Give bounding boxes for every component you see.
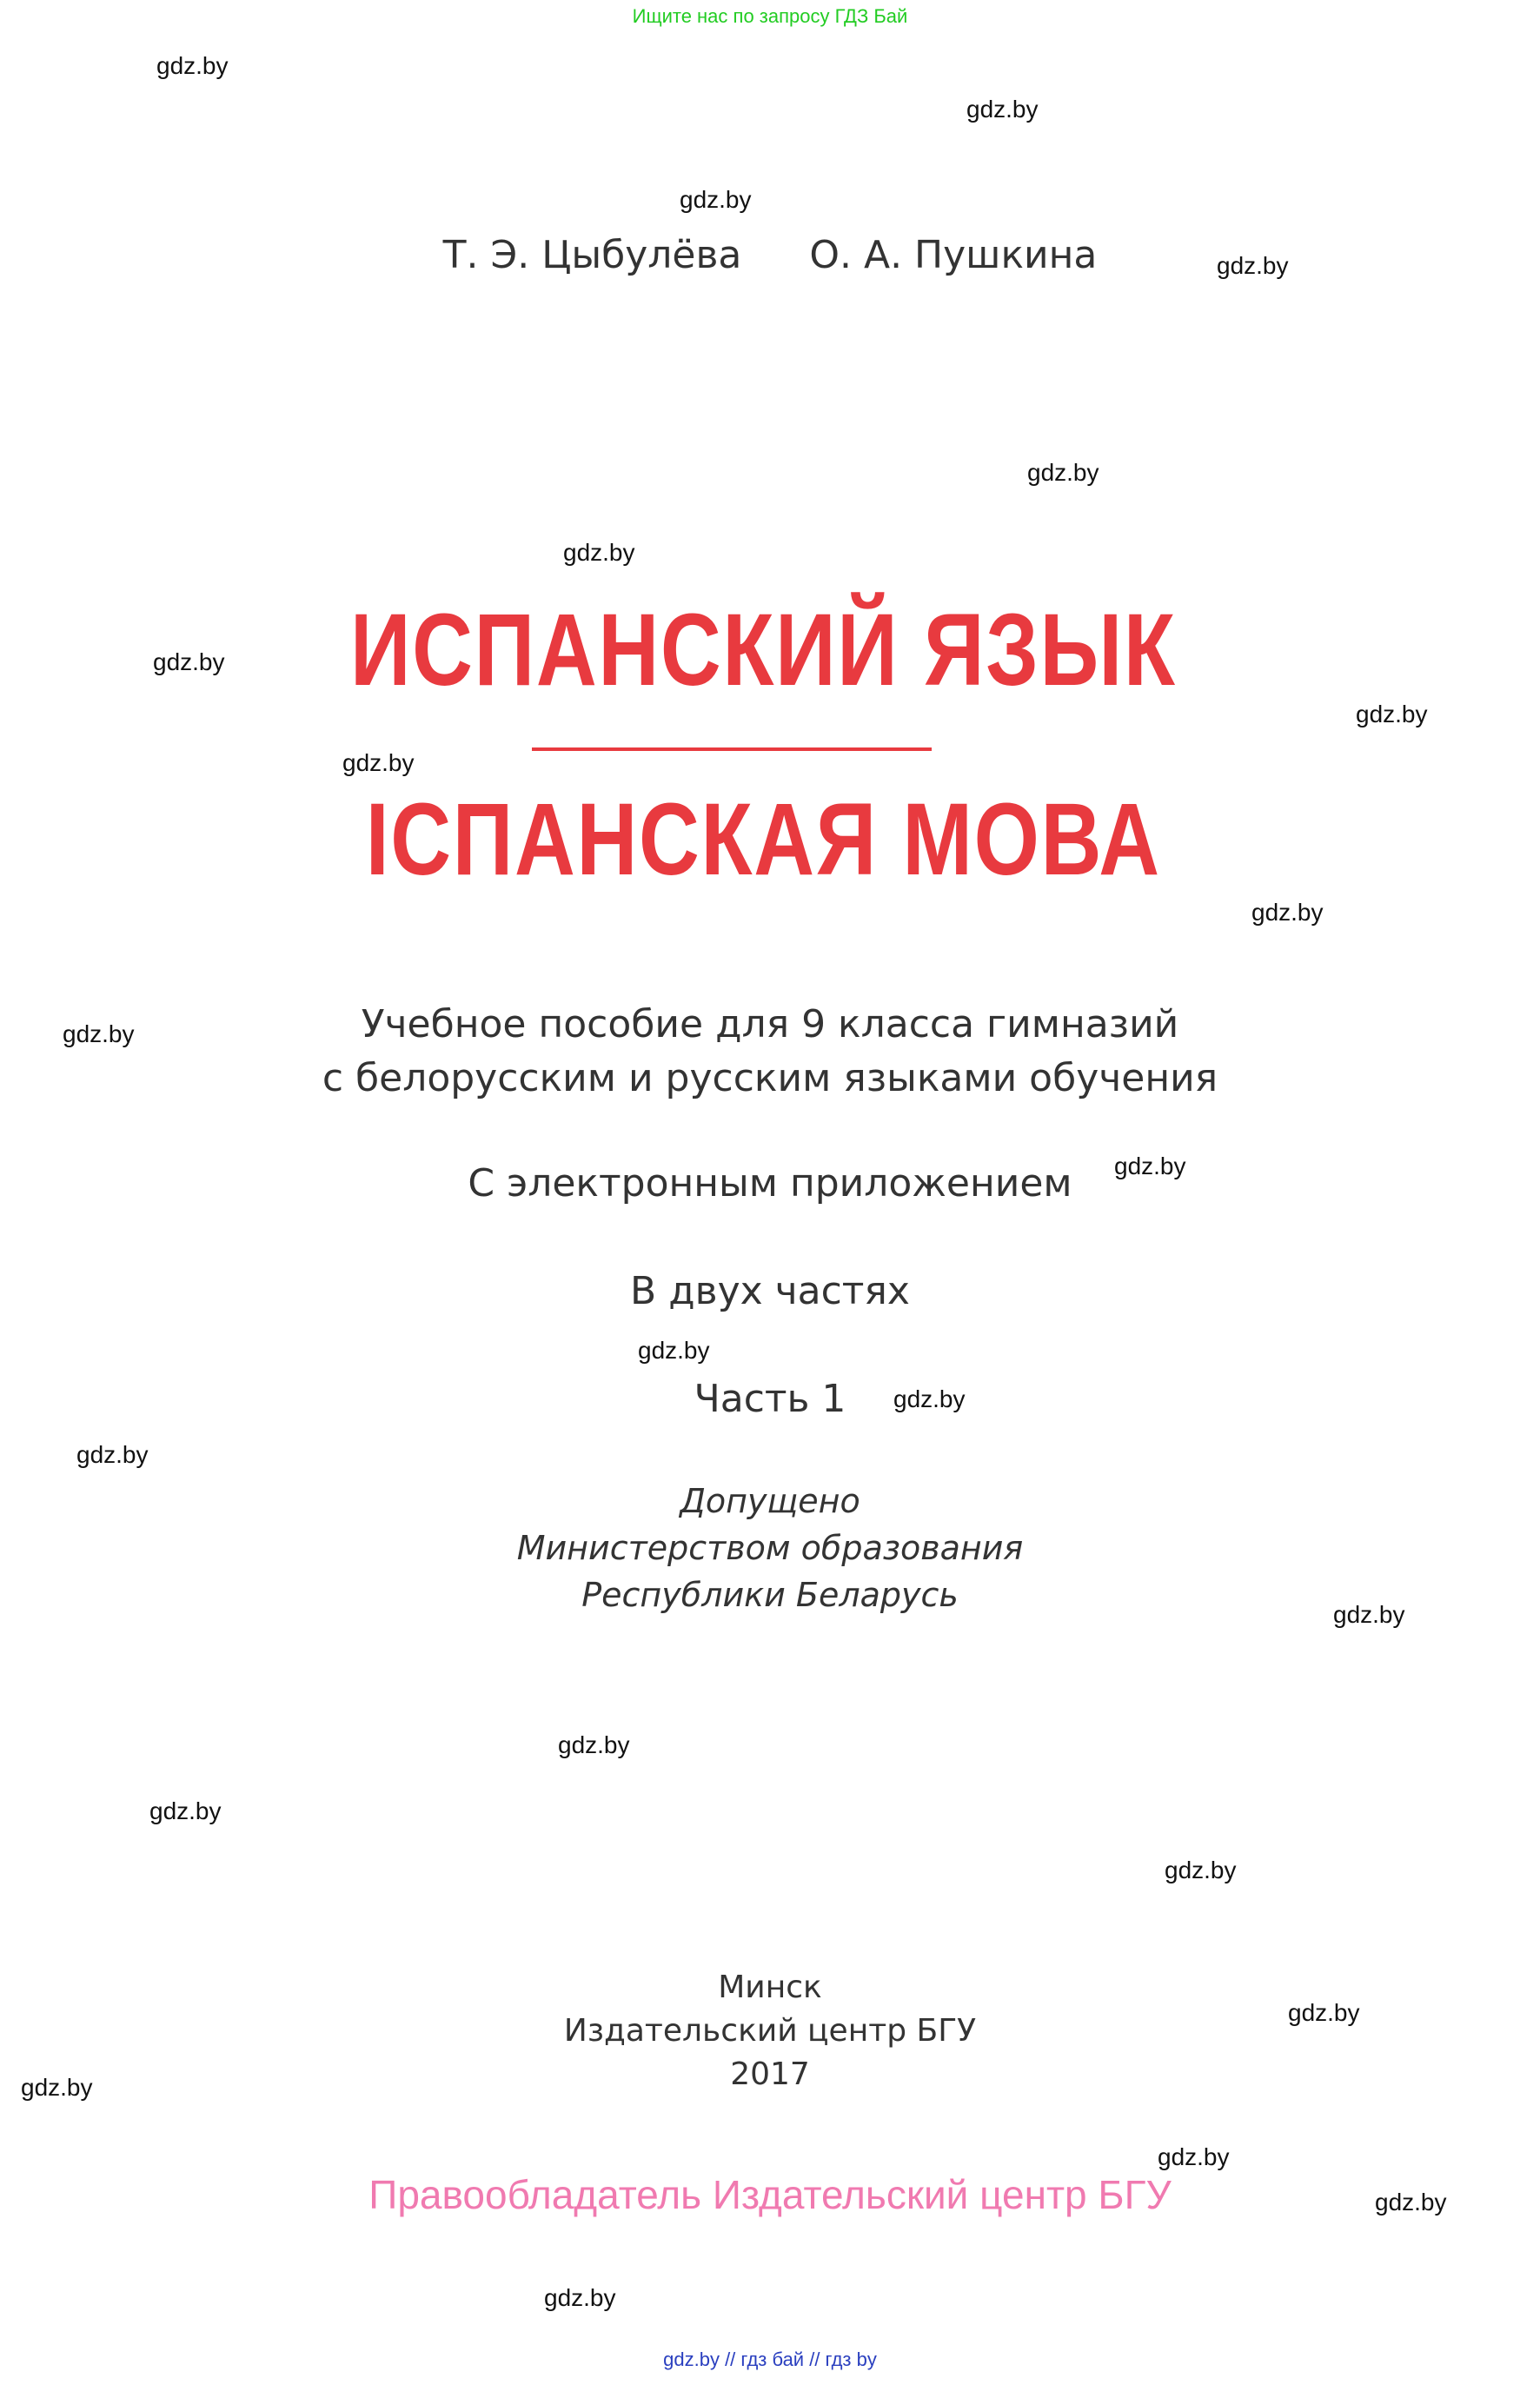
watermark: gdz.by xyxy=(76,1441,149,1468)
approval-line-1: Допущено xyxy=(680,1482,860,1520)
footer-links[interactable]: gdz.by // гдз бай // гдз by xyxy=(663,2348,877,2370)
watermark: gdz.by xyxy=(1114,1153,1186,1179)
title-russian: ИСПАНСКИЙ ЯЗЫК xyxy=(349,593,1177,708)
approval-note xyxy=(0,1478,1540,1618)
copyright-holder: Правообладатель Издательский центр БГУ xyxy=(368,2172,1172,2217)
watermark: gdz.by xyxy=(1288,1999,1360,2026)
watermark: gdz.by xyxy=(1375,2189,1447,2216)
publisher-name: Издательский центр БГУ xyxy=(563,2013,977,2049)
title-divider xyxy=(532,747,932,751)
author-1: Т. Э. Цыбулёва xyxy=(442,233,742,277)
watermark: gdz.by xyxy=(563,539,635,566)
watermark: gdz.by xyxy=(153,648,225,675)
watermark: gdz.by xyxy=(1356,701,1428,727)
approval-line-2: Министерством образования xyxy=(516,1529,1024,1567)
publisher-block xyxy=(0,1966,1540,2096)
watermark: gdz.by xyxy=(1165,1857,1237,1883)
authors xyxy=(0,233,1540,277)
watermark: gdz.by xyxy=(680,186,752,213)
approval-line-3: Республики Беларусь xyxy=(581,1576,959,1614)
subtitle xyxy=(0,998,1540,1106)
watermark: gdz.by xyxy=(156,52,229,79)
watermark: gdz.by xyxy=(21,2074,93,2101)
watermark: gdz.by xyxy=(63,1020,135,1047)
subtitle-line-2: с белорусским и русским языками обучения xyxy=(322,1056,1218,1100)
watermark: gdz.by xyxy=(893,1385,966,1412)
watermark: gdz.by xyxy=(342,749,415,776)
watermark: gdz.by xyxy=(544,2284,616,2311)
watermark: gdz.by xyxy=(1027,459,1099,486)
watermark: gdz.by xyxy=(1251,899,1324,926)
publisher-city: Минск xyxy=(718,1970,822,2005)
watermark: gdz.by xyxy=(1333,1601,1405,1628)
top-banner: Ищите нас по запросу ГДЗ Бай xyxy=(632,5,908,27)
watermark: gdz.by xyxy=(966,96,1039,123)
electronic-app-note: С электронным приложением xyxy=(468,1161,1072,1206)
watermark: gdz.by xyxy=(1217,252,1289,279)
part-number: Часть 1 xyxy=(694,1377,846,1421)
watermark: gdz.by xyxy=(638,1337,710,1364)
subtitle-line-1: Учебное пособие для 9 класса гимназий xyxy=(361,1002,1179,1046)
title-belarusian: ІСПАНСКАЯ МОВА xyxy=(365,782,1161,897)
watermark: gdz.by xyxy=(1158,2143,1230,2170)
watermark: gdz.by xyxy=(558,1731,630,1758)
publisher-year: 2017 xyxy=(730,2056,810,2092)
author-2: О. А. Пушкина xyxy=(809,233,1098,277)
parts-note: В двух частях xyxy=(630,1269,910,1313)
watermark: gdz.by xyxy=(149,1797,222,1824)
